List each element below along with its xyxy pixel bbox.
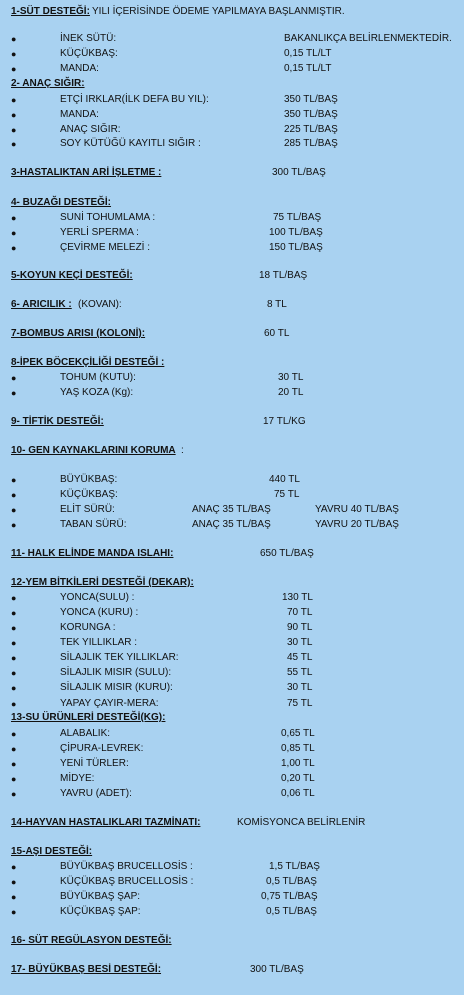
section-value: 17 TL/KG xyxy=(263,416,306,427)
item-value: 1,00 TL xyxy=(281,758,315,769)
item-value: 20 TL xyxy=(278,387,304,398)
item-value: 285 TL/BAŞ xyxy=(284,138,338,149)
item-value: ANAÇ 35 TL/BAŞ xyxy=(192,519,271,530)
section-7 xyxy=(0,327,464,341)
bullet-icon: ● xyxy=(11,892,17,902)
bullet-icon: ● xyxy=(11,877,17,887)
section-heading: 15-AŞI DESTEĞİ: xyxy=(11,846,93,857)
bullet-icon: ● xyxy=(11,490,17,500)
item-value: 440 TL xyxy=(269,474,300,485)
item-value: 45 TL xyxy=(287,652,313,663)
section-note: YILI İÇERİSİNDE ÖDEME YAPILMAYA BAŞLANMIŞTIR. xyxy=(92,6,345,17)
bullet-icon: ● xyxy=(11,34,17,44)
bullet-icon: ● xyxy=(11,49,17,59)
list-item xyxy=(0,473,464,487)
list-item xyxy=(0,62,464,76)
list-item xyxy=(0,905,464,919)
item-value: 75 TL xyxy=(287,698,313,709)
section-heading: 16- SÜT REGÜLASYON DESTEĞİ: xyxy=(11,935,172,946)
section-11 xyxy=(0,547,464,561)
list-item xyxy=(0,371,464,385)
bullet-icon: ● xyxy=(11,95,17,105)
item-label: ÇİPURA-LEVREK: xyxy=(60,743,144,754)
section-heading: 10- GEN KAYNAKLARINI KORUMA xyxy=(11,445,176,456)
section-6 xyxy=(0,298,464,312)
bullet-icon: ● xyxy=(11,623,17,633)
item-value-secondary: YAVRU 40 TL/BAŞ xyxy=(315,504,399,515)
item-value: 75 TL/BAŞ xyxy=(273,212,322,223)
list-item xyxy=(0,621,464,635)
item-label: YENİ TÜRLER: xyxy=(60,758,129,769)
bullet-icon: ● xyxy=(11,668,17,678)
item-value: 30 TL xyxy=(287,637,313,648)
section-value: 18 TL/BAŞ xyxy=(259,270,308,281)
item-label: MANDA: xyxy=(60,63,99,74)
section-subheading: (KOVAN): xyxy=(78,299,122,310)
item-label: KÜÇÜKBAŞ ŞAP: xyxy=(60,906,141,917)
bullet-icon: ● xyxy=(11,759,17,769)
section-3 xyxy=(0,166,464,180)
section-heading: 1-SÜT DESTEĞİ: xyxy=(11,6,90,17)
item-value: 0,06 TL xyxy=(281,788,315,799)
section-14 xyxy=(0,816,464,830)
item-value: 75 TL xyxy=(274,489,300,500)
list-item xyxy=(0,241,464,255)
item-value: 0,75 TL/BAŞ xyxy=(261,891,318,902)
item-label: TABAN SÜRÜ: xyxy=(60,519,127,530)
item-value: 0,65 TL xyxy=(281,728,315,739)
section-2-header xyxy=(0,77,464,91)
section-value: 60 TL xyxy=(264,328,290,339)
list-item xyxy=(0,123,464,137)
item-label: SUNİ TOHUMLAMA : xyxy=(60,212,156,223)
item-label: TOHUM (KUTU): xyxy=(60,372,136,383)
item-value: 90 TL xyxy=(287,622,313,633)
item-label: ÇEVİRME MELEZİ : xyxy=(60,242,151,253)
bullet-icon: ● xyxy=(11,862,17,872)
list-item xyxy=(0,226,464,240)
list-item xyxy=(0,697,464,711)
item-value: 100 TL/BAŞ xyxy=(269,227,323,238)
item-value: 350 TL/BAŞ xyxy=(284,109,338,120)
bullet-icon: ● xyxy=(11,388,17,398)
section-heading: 12-YEM BİTKİLERİ DESTEĞİ (DEKAR): xyxy=(11,577,194,588)
bullet-icon: ● xyxy=(11,699,17,709)
item-value: 0,5 TL/BAŞ xyxy=(266,876,317,887)
section-5 xyxy=(0,269,464,283)
section-heading: 11- HALK ELİNDE MANDA ISLAHI: xyxy=(11,548,174,559)
section-heading-colon: : xyxy=(181,445,184,456)
list-item xyxy=(0,47,464,61)
section-value: KOMİSYONCA BELİRLENİR xyxy=(237,817,366,828)
bullet-icon: ● xyxy=(11,593,17,603)
list-item xyxy=(0,742,464,756)
item-label: KÜÇÜKBAŞ: xyxy=(60,48,118,59)
bullet-icon: ● xyxy=(11,139,17,149)
section-value: 300 TL/BAŞ xyxy=(250,964,304,975)
item-label: SİLAJLIK MISIR (SULU): xyxy=(60,667,172,678)
section-value: 300 TL/BAŞ xyxy=(272,167,326,178)
bullet-icon: ● xyxy=(11,213,17,223)
item-label: BÜYÜKBAŞ ŞAP: xyxy=(60,891,141,902)
list-item xyxy=(0,875,464,889)
item-label: SOY KÜTÜĞÜ KAYITLI SIĞIR : xyxy=(60,138,201,149)
item-label: BÜYÜKBAŞ: xyxy=(60,474,118,485)
item-value: 150 TL/BAŞ xyxy=(269,242,323,253)
bullet-icon: ● xyxy=(11,64,17,74)
item-value: 0,15 TL/LT xyxy=(284,63,332,74)
item-label: YAVRU (ADET): xyxy=(60,788,132,799)
list-item xyxy=(0,890,464,904)
list-item xyxy=(0,503,464,517)
section-10-header xyxy=(0,444,464,458)
item-label: YAPAY ÇAYIR-MERA: xyxy=(60,698,159,709)
list-item xyxy=(0,591,464,605)
item-value: 30 TL xyxy=(287,682,313,693)
item-label: KÜÇÜKBAŞ: xyxy=(60,489,118,500)
item-value: 130 TL xyxy=(282,592,313,603)
list-item xyxy=(0,606,464,620)
item-label: MİDYE: xyxy=(60,773,95,784)
section-heading: 2- ANAÇ SIĞIR: xyxy=(11,78,85,89)
section-heading: 14-HAYVAN HASTALIKLARI TAZMİNATI: xyxy=(11,817,201,828)
bullet-icon: ● xyxy=(11,125,17,135)
list-item xyxy=(0,93,464,107)
bullet-icon: ● xyxy=(11,228,17,238)
list-item xyxy=(0,772,464,786)
item-label: ANAÇ SIĞIR: xyxy=(60,124,121,135)
bullet-icon: ● xyxy=(11,907,17,917)
item-value-secondary: YAVRU 20 TL/BAŞ xyxy=(315,519,399,530)
bullet-icon: ● xyxy=(11,475,17,485)
section-value: 650 TL/BAŞ xyxy=(260,548,314,559)
item-value: 55 TL xyxy=(287,667,313,678)
item-value: 0,20 TL xyxy=(281,773,315,784)
bullet-icon: ● xyxy=(11,243,17,253)
bullet-icon: ● xyxy=(11,373,17,383)
item-label: BÜYÜKBAŞ BRUCELLOSİS : xyxy=(60,861,193,872)
item-value: ANAÇ 35 TL/BAŞ xyxy=(192,504,271,515)
list-item xyxy=(0,757,464,771)
section-12-header xyxy=(0,576,464,590)
section-16 xyxy=(0,934,464,948)
bullet-icon: ● xyxy=(11,683,17,693)
item-value: 0,5 TL/BAŞ xyxy=(266,906,317,917)
section-heading: 4- BUZAĞI DESTEĞİ: xyxy=(11,197,112,208)
item-label: TEK YILLIKLAR : xyxy=(60,637,138,648)
section-1-header xyxy=(0,5,464,19)
item-label: MANDA: xyxy=(60,109,99,120)
item-value: 225 TL/BAŞ xyxy=(284,124,338,135)
item-label: SİLAJLIK TEK YILLIKLAR: xyxy=(60,652,179,663)
section-heading: 9- TİFTİK DESTEĞİ: xyxy=(11,416,104,427)
section-13-header xyxy=(0,711,464,725)
bullet-icon: ● xyxy=(11,638,17,648)
bullet-icon: ● xyxy=(11,608,17,618)
section-heading: 8-İPEK BÖCEKÇİLİĞİ DESTEĞİ : xyxy=(11,357,165,368)
list-item xyxy=(0,787,464,801)
item-value: 1,5 TL/BAŞ xyxy=(269,861,320,872)
item-label: YONCA (KURU) : xyxy=(60,607,139,618)
section-17 xyxy=(0,963,464,977)
item-label: ALABALIK: xyxy=(60,728,111,739)
list-item xyxy=(0,860,464,874)
list-item xyxy=(0,681,464,695)
list-item xyxy=(0,651,464,665)
item-value: 0,15 TL/LT xyxy=(284,48,332,59)
item-label: KORUNGA : xyxy=(60,622,116,633)
section-heading: 5-KOYUN KEÇİ DESTEĞİ: xyxy=(11,270,133,281)
section-heading: 3-HASTALIKTAN ARİ İŞLETME : xyxy=(11,167,162,178)
list-item xyxy=(0,727,464,741)
item-label: SİLAJLIK MISIR (KURU): xyxy=(60,682,173,693)
section-value: 8 TL xyxy=(267,299,287,310)
list-item xyxy=(0,488,464,502)
item-label: ETÇİ IRKLAR(İLK DEFA BU YIL): xyxy=(60,94,209,105)
bullet-icon: ● xyxy=(11,505,17,515)
item-label: KÜÇÜKBAŞ BRUCELLOSİS : xyxy=(60,876,194,887)
item-label: YAŞ KOZA (Kg): xyxy=(60,387,134,398)
bullet-icon: ● xyxy=(11,520,17,530)
item-value: 350 TL/BAŞ xyxy=(284,94,338,105)
section-8-header xyxy=(0,356,464,370)
section-4-header xyxy=(0,196,464,210)
section-9 xyxy=(0,415,464,429)
list-item xyxy=(0,386,464,400)
list-item xyxy=(0,518,464,532)
section-heading: 6- ARICILIK : xyxy=(11,299,72,310)
list-item xyxy=(0,137,464,151)
list-item xyxy=(0,636,464,650)
list-item xyxy=(0,211,464,225)
item-label: YONCA(SULU) : xyxy=(60,592,135,603)
bullet-icon: ● xyxy=(11,653,17,663)
list-item xyxy=(0,666,464,680)
bullet-icon: ● xyxy=(11,729,17,739)
item-value: 0,85 TL xyxy=(281,743,315,754)
section-heading: 7-BOMBUS ARISI (KOLONİ): xyxy=(11,328,146,339)
list-item xyxy=(0,32,464,46)
section-heading: 13-SU ÜRÜNLERİ DESTEĞİ(KG): xyxy=(11,712,166,723)
item-label: YERLİ SPERMA : xyxy=(60,227,139,238)
bullet-icon: ● xyxy=(11,110,17,120)
item-label: ELİT SÜRÜ: xyxy=(60,504,115,515)
item-value: 70 TL xyxy=(287,607,313,618)
bullet-icon: ● xyxy=(11,744,17,754)
item-label: İNEK SÜTÜ: xyxy=(60,33,117,44)
section-15-header xyxy=(0,845,464,859)
item-value: 30 TL xyxy=(278,372,304,383)
list-item xyxy=(0,108,464,122)
item-value: BAKANLIKÇA BELİRLENMEKTEDİR. xyxy=(284,33,452,44)
bullet-icon: ● xyxy=(11,774,17,784)
section-heading: 17- BÜYÜKBAŞ BESİ DESTEĞİ: xyxy=(11,964,162,975)
bullet-icon: ● xyxy=(11,789,17,799)
